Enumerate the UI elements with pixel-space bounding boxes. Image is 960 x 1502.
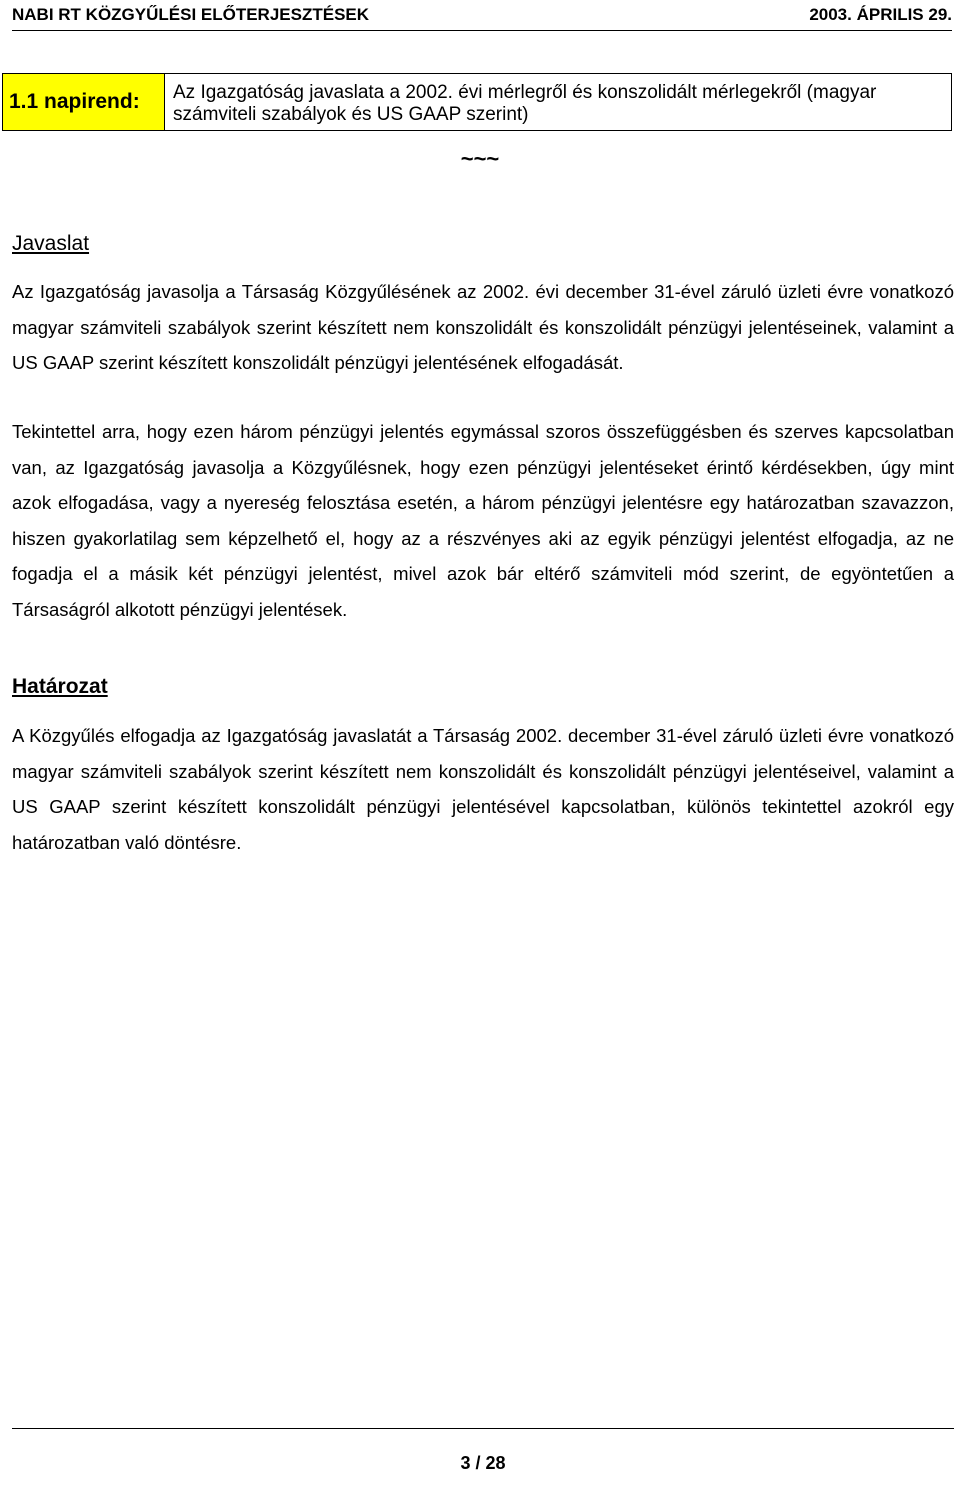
section-separator: ~~~ bbox=[460, 146, 500, 171]
hatarozat-paragraph: A Közgyűlés elfogadja az Igazgatóság javaslatát a Társaság 2002. december 31-ével záruló üzleti évre vonatkozó magyar számviteli szabályok szerint készített nem konszolidált és konszolidált pénzügyi jelentéseivel, valamint a US GAAP szerint készített konszolidált pénzügyi jelentésével kapcsolatban, különös tekintettel azokról egy határozatban való döntésre. bbox=[12, 725, 954, 853]
javaslat-paragraph-2: Tekintettel arra, hogy ezen három pénzügyi jelentés egymással szoros összefüggésben és szerves kapcsolatban van, az Igazgatóság javasolja a Közgyűlésnek, hogy ezen pénzügyi jelentéseket érintő kérdésekben, úgy mint azok elfogadása, vagy a nyereség felosztása esetén, a három pénzügyi jelentésre egy határozatban szavazzon, hiszen gyakorlatilag sem képzelhető el, hogy az a részvényes aki az egyik pénzügyi jelentést elfogadja, az ne fogadja el a másik két pénzügyi jelentést, mivel azok bár eltérő számviteli mód szerint, de egyöntetűen a Társaságról alkotott pénzügyi jelentések. bbox=[12, 421, 954, 620]
header-date: 2003. ÁPRILIS 29. bbox=[809, 5, 952, 24]
javaslat-heading: Javaslat bbox=[12, 232, 90, 255]
agenda-label: 1.1 napirend: bbox=[3, 74, 165, 130]
page-number: 3 / 28 bbox=[460, 1453, 506, 1473]
agenda-box bbox=[2, 73, 952, 131]
page-header bbox=[12, 0, 952, 31]
hatarozat-heading: Határozat bbox=[12, 675, 108, 698]
javaslat-paragraph-1: Az Igazgatóság javasolja a Társaság Közgyűlésének az 2002. évi december 31-ével záruló üzleti évre vonatkozó magyar számviteli szabályok szerint készített nem konszolidált és konszolidált pénzügyi jelentéseinek, valamint a US GAAP szerint készített konszolidált pénzügyi jelentésének elfogadását. bbox=[12, 281, 954, 373]
page-footer bbox=[12, 1428, 954, 1474]
header-title: NABI RT KÖZGYŰLÉSI ELŐTERJESZTÉSEK bbox=[12, 5, 370, 24]
agenda-text: Az Igazgatóság javaslata a 2002. évi mérlegről és konszolidált mérlegekről (magyar számviteli szabályok és US GAAP szerint) bbox=[173, 82, 877, 125]
